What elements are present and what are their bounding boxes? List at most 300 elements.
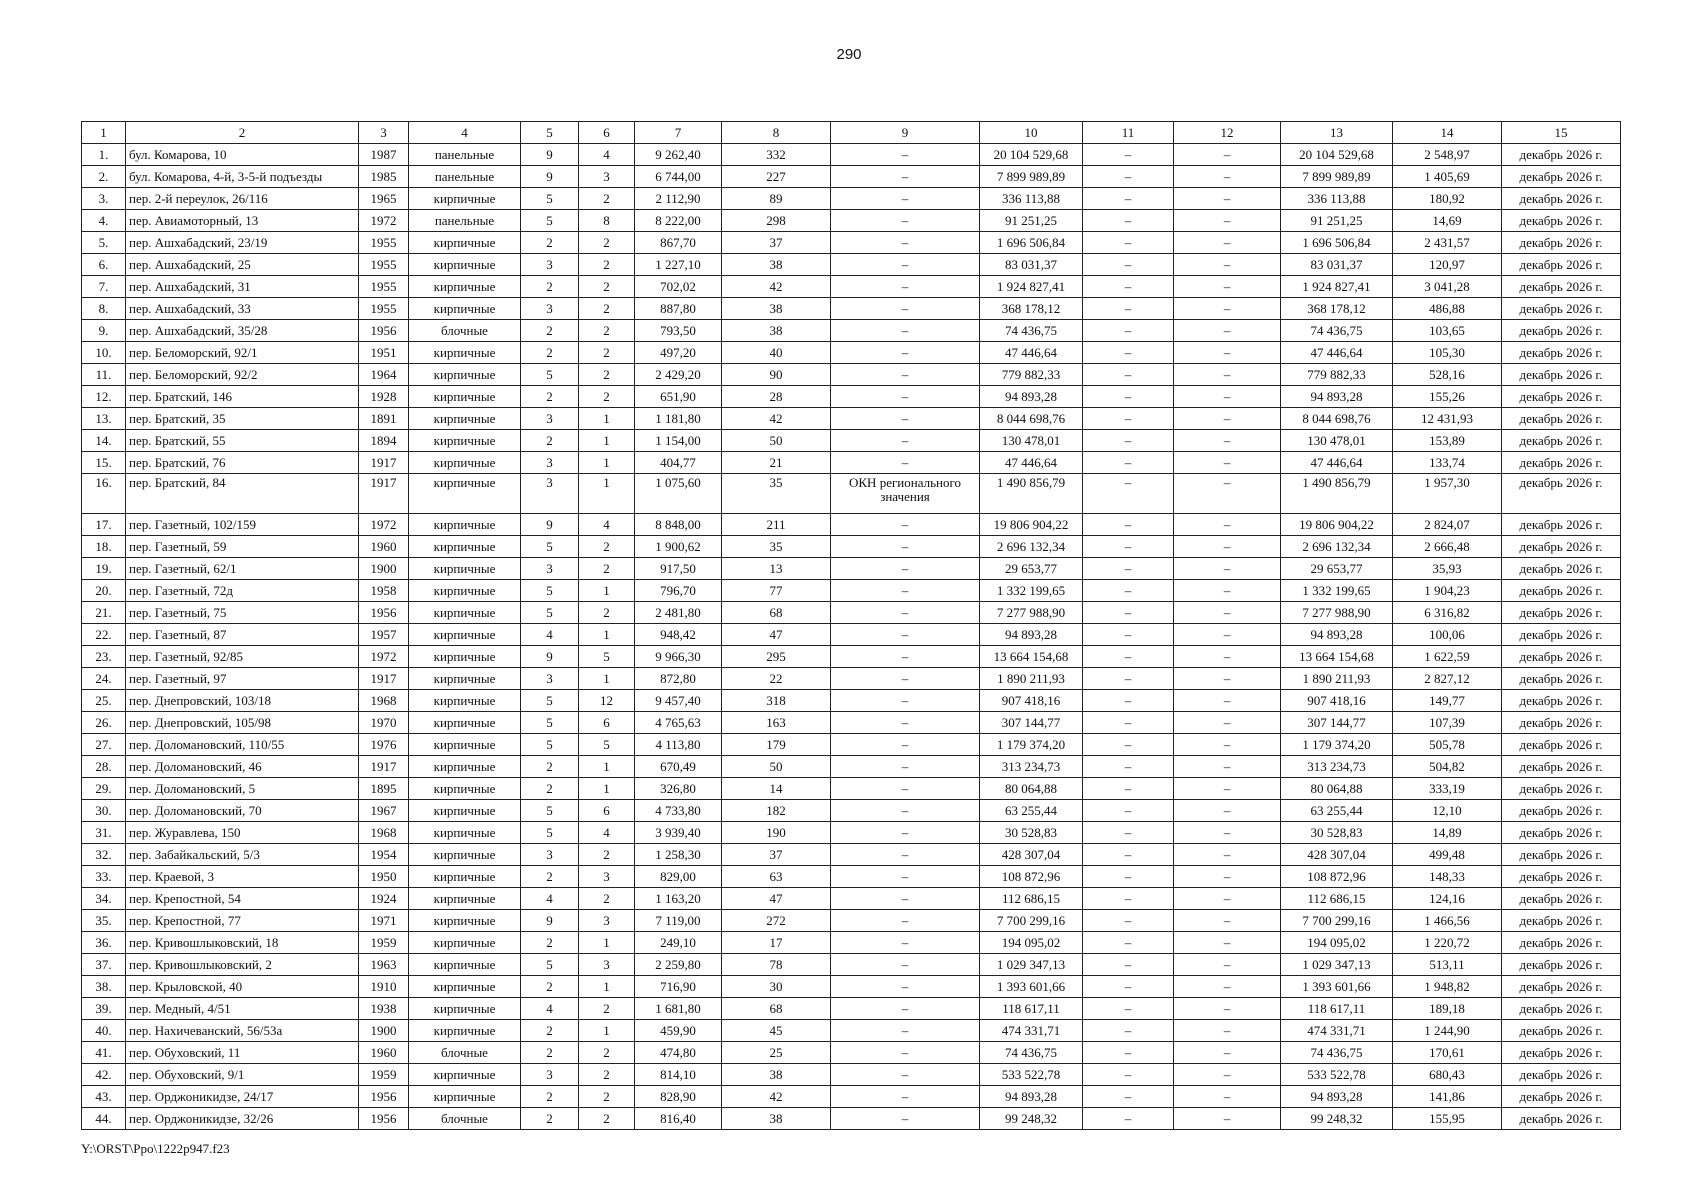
table-cell: 1 220,72 (1393, 932, 1502, 954)
table-cell: – (831, 254, 980, 276)
table-cell: 30 (722, 976, 831, 998)
column-header-cell: 3 (359, 122, 409, 144)
table-cell: 2 (579, 232, 635, 254)
table-cell: декабрь 2026 г. (1502, 910, 1621, 932)
table-cell: 1 (579, 778, 635, 800)
table-cell: 133,74 (1393, 452, 1502, 474)
table-cell: 124,16 (1393, 888, 1502, 910)
table-cell: 1955 (359, 232, 409, 254)
table-cell: 1 393 601,66 (980, 976, 1083, 998)
table-cell: 1954 (359, 844, 409, 866)
table-cell: 2 (521, 430, 579, 452)
table-cell: 105,30 (1393, 342, 1502, 364)
table-cell: 47 446,64 (1281, 452, 1393, 474)
table-cell: кирпичные (409, 932, 521, 954)
table-row (82, 580, 1621, 602)
table-cell: 3 (521, 474, 579, 514)
column-header-cell: 6 (579, 122, 635, 144)
table-cell: 368 178,12 (980, 298, 1083, 320)
table-cell: 1 332 199,65 (1281, 580, 1393, 602)
table-cell: 2 (521, 342, 579, 364)
table-cell: – (1174, 342, 1281, 364)
table-cell: 1959 (359, 1064, 409, 1086)
table-cell: 17. (82, 514, 126, 536)
table-cell: пер. Беломорский, 92/2 (126, 364, 359, 386)
table-cell: пер. Крыловской, 40 (126, 976, 359, 998)
table-cell: 1 181,80 (635, 408, 722, 430)
table-cell: 1 900,62 (635, 536, 722, 558)
table-cell: 313 234,73 (1281, 756, 1393, 778)
table-cell: декабрь 2026 г. (1502, 954, 1621, 976)
table-cell: 318 (722, 690, 831, 712)
table-cell: 2 (521, 276, 579, 298)
table-row (82, 624, 1621, 646)
table-cell: кирпичные (409, 536, 521, 558)
table-cell: кирпичные (409, 712, 521, 734)
table-cell: декабрь 2026 г. (1502, 1108, 1621, 1130)
column-header-cell: 9 (831, 122, 980, 144)
table-cell: 25. (82, 690, 126, 712)
table-cell: декабрь 2026 г. (1502, 188, 1621, 210)
table-cell: – (1174, 932, 1281, 954)
table-cell: кирпичные (409, 866, 521, 888)
table-row (82, 998, 1621, 1020)
table-cell: – (831, 1108, 980, 1130)
table-cell: – (1174, 624, 1281, 646)
table-cell: 2 824,07 (1393, 514, 1502, 536)
table-cell: 40 (722, 342, 831, 364)
table-cell: пер. Газетный, 87 (126, 624, 359, 646)
table-cell: 670,49 (635, 756, 722, 778)
table-cell: – (831, 232, 980, 254)
table-cell: декабрь 2026 г. (1502, 474, 1621, 514)
table-cell: – (831, 888, 980, 910)
table-cell: кирпичные (409, 668, 521, 690)
table-cell: 2 (521, 756, 579, 778)
table-cell: 917,50 (635, 558, 722, 580)
table-cell: декабрь 2026 г. (1502, 800, 1621, 822)
table-cell: 2 (521, 932, 579, 954)
table-cell: 1970 (359, 712, 409, 734)
column-header-cell: 14 (1393, 122, 1502, 144)
table-cell: 1 466,56 (1393, 910, 1502, 932)
table-cell: 9 457,40 (635, 690, 722, 712)
table-row (82, 1020, 1621, 1042)
table-cell: 4 (579, 822, 635, 844)
column-header-cell: 12 (1174, 122, 1281, 144)
table-cell: 1 696 506,84 (980, 232, 1083, 254)
table-cell: 37. (82, 954, 126, 976)
table-cell: – (1083, 210, 1174, 232)
table-cell: 47 (722, 888, 831, 910)
table-cell: – (831, 430, 980, 452)
table-cell: 112 686,15 (980, 888, 1083, 910)
table-cell: 21 (722, 452, 831, 474)
table-row (82, 1042, 1621, 1064)
table-cell: – (1083, 690, 1174, 712)
table-cell: – (1174, 954, 1281, 976)
table-cell: 39. (82, 998, 126, 1020)
table-cell: – (831, 166, 980, 188)
table-row (82, 800, 1621, 822)
table-cell: 887,80 (635, 298, 722, 320)
table-cell: 3 (579, 910, 635, 932)
table-cell: 3 (521, 844, 579, 866)
table-cell: 5 (521, 712, 579, 734)
table-row (82, 1086, 1621, 1108)
table-cell: 1971 (359, 910, 409, 932)
table-cell: 20 104 529,68 (1281, 144, 1393, 166)
table-cell: 42 (722, 408, 831, 430)
table-cell: 1 405,69 (1393, 166, 1502, 188)
table-cell: 35 (722, 474, 831, 514)
table-cell: 68 (722, 998, 831, 1020)
table-cell: 4 (579, 514, 635, 536)
table-cell: 94 893,28 (980, 1086, 1083, 1108)
table-cell: пер. Медный, 4/51 (126, 998, 359, 1020)
table-cell: 153,89 (1393, 430, 1502, 452)
table-cell: 1 179 374,20 (1281, 734, 1393, 756)
table-cell: пер. Газетный, 102/159 (126, 514, 359, 536)
table-cell: 829,00 (635, 866, 722, 888)
table-cell: 948,42 (635, 624, 722, 646)
table-cell: 38 (722, 320, 831, 342)
table-cell: – (1083, 756, 1174, 778)
table-cell: 13 664 154,68 (1281, 646, 1393, 668)
table-row (82, 690, 1621, 712)
table-cell: – (1083, 800, 1174, 822)
table-cell: 22. (82, 624, 126, 646)
table-cell: 1 075,60 (635, 474, 722, 514)
table-cell: 28. (82, 756, 126, 778)
table-cell: – (1174, 822, 1281, 844)
table-cell: 120,97 (1393, 254, 1502, 276)
table-cell: 1938 (359, 998, 409, 1020)
table-cell: 1 (579, 1020, 635, 1042)
table-cell: 80 064,88 (980, 778, 1083, 800)
table-cell: 42. (82, 1064, 126, 1086)
table-cell: 4 (579, 144, 635, 166)
table-cell: – (1174, 866, 1281, 888)
table-cell: 1917 (359, 668, 409, 690)
table-cell: 2 666,48 (1393, 536, 1502, 558)
table-cell: 326,80 (635, 778, 722, 800)
table-cell: 63 255,44 (980, 800, 1083, 822)
table-cell: 4 765,63 (635, 712, 722, 734)
table-cell: декабрь 2026 г. (1502, 580, 1621, 602)
table-cell: 3 041,28 (1393, 276, 1502, 298)
column-header-cell: 7 (635, 122, 722, 144)
table-cell: 2 (521, 778, 579, 800)
table-cell: пер. Доломановский, 46 (126, 756, 359, 778)
table-cell: 716,90 (635, 976, 722, 998)
table-cell: 307 144,77 (1281, 712, 1393, 734)
table-cell: 1963 (359, 954, 409, 976)
table-cell: декабрь 2026 г. (1502, 386, 1621, 408)
table-cell: 94 893,28 (1281, 386, 1393, 408)
table-cell: пер. Ашхабадский, 23/19 (126, 232, 359, 254)
table-cell: 30. (82, 800, 126, 822)
table-cell: – (1083, 778, 1174, 800)
table-cell: 1956 (359, 1108, 409, 1130)
table-cell: – (1174, 210, 1281, 232)
table-cell: 1 (579, 408, 635, 430)
table-cell: – (1083, 712, 1174, 734)
table-cell: 1 696 506,84 (1281, 232, 1393, 254)
table-cell: – (1083, 822, 1174, 844)
table-cell: 89 (722, 188, 831, 210)
table-cell: – (1083, 580, 1174, 602)
table-cell: 7 277 988,90 (1281, 602, 1393, 624)
table-cell: 38 (722, 254, 831, 276)
table-cell: – (1083, 1064, 1174, 1086)
table-cell: 1 890 211,93 (1281, 668, 1393, 690)
table-cell: 1 029 347,13 (980, 954, 1083, 976)
table-cell: 74 436,75 (1281, 1042, 1393, 1064)
table-cell: 1972 (359, 514, 409, 536)
table-cell: декабрь 2026 г. (1502, 166, 1621, 188)
table-row (82, 188, 1621, 210)
table-cell: 1 490 856,79 (1281, 474, 1393, 514)
table-cell: 14. (82, 430, 126, 452)
table-cell: 16. (82, 474, 126, 514)
table-cell: 5 (579, 646, 635, 668)
table-cell: кирпичные (409, 188, 521, 210)
table-cell: 9. (82, 320, 126, 342)
table-cell: 50 (722, 756, 831, 778)
table-cell: – (831, 1020, 980, 1042)
table-cell: – (831, 866, 980, 888)
table-cell: 2 (579, 254, 635, 276)
table-cell: 298 (722, 210, 831, 232)
table-cell: – (1083, 844, 1174, 866)
table-cell: 33. (82, 866, 126, 888)
housing-register-table (81, 121, 1621, 1130)
table-cell: 2 (521, 976, 579, 998)
table-cell: 5 (521, 188, 579, 210)
table-row (82, 954, 1621, 976)
table-row (82, 668, 1621, 690)
table-cell: 1910 (359, 976, 409, 998)
table-cell: 6 744,00 (635, 166, 722, 188)
table-cell: 1 258,30 (635, 844, 722, 866)
table-cell: 12. (82, 386, 126, 408)
table-cell: – (1083, 320, 1174, 342)
table-cell: пер. Ашхабадский, 25 (126, 254, 359, 276)
table-cell: 130 478,01 (980, 430, 1083, 452)
table-cell: пер. Ашхабадский, 31 (126, 276, 359, 298)
table-cell: 194 095,02 (980, 932, 1083, 954)
table-cell: 42 (722, 276, 831, 298)
table-cell: – (831, 822, 980, 844)
table-cell: декабрь 2026 г. (1502, 624, 1621, 646)
table-cell: кирпичные (409, 800, 521, 822)
table-cell: 2 (579, 536, 635, 558)
table-cell: – (1083, 430, 1174, 452)
table-cell: – (1083, 998, 1174, 1020)
table-cell: кирпичные (409, 474, 521, 514)
table-cell: 2 (579, 1108, 635, 1130)
table-cell: декабрь 2026 г. (1502, 276, 1621, 298)
table-cell: 1 (579, 976, 635, 998)
table-cell: ОКН регионального значения (831, 474, 980, 514)
table-cell: – (1083, 668, 1174, 690)
table-cell: 680,43 (1393, 1064, 1502, 1086)
table-cell: 3 (521, 558, 579, 580)
table-cell: 15. (82, 452, 126, 474)
table-cell: – (831, 276, 980, 298)
table-cell: – (1083, 932, 1174, 954)
table-cell: кирпичные (409, 954, 521, 976)
table-cell: – (831, 188, 980, 210)
table-cell: декабрь 2026 г. (1502, 734, 1621, 756)
table-cell: 77 (722, 580, 831, 602)
table-cell: – (831, 624, 980, 646)
table-cell: декабрь 2026 г. (1502, 1086, 1621, 1108)
table-cell: – (1174, 232, 1281, 254)
table-cell: 14,89 (1393, 822, 1502, 844)
table-cell: – (1083, 1020, 1174, 1042)
table-cell: – (1083, 1086, 1174, 1108)
table-cell: – (831, 844, 980, 866)
table-cell: – (831, 342, 980, 364)
table-cell: пер. Доломановский, 70 (126, 800, 359, 822)
table-cell: кирпичные (409, 602, 521, 624)
table-cell: 3 (579, 166, 635, 188)
table-cell: 12 (579, 690, 635, 712)
table-cell: пер. Беломорский, 92/1 (126, 342, 359, 364)
table-cell: 2 (579, 888, 635, 910)
table-cell: 651,90 (635, 386, 722, 408)
table-cell: 2 827,12 (1393, 668, 1502, 690)
table-cell: 5 (521, 822, 579, 844)
table-cell: 35,93 (1393, 558, 1502, 580)
table-cell: декабрь 2026 г. (1502, 430, 1621, 452)
table-cell: декабрь 2026 г. (1502, 1064, 1621, 1086)
table-cell: 1 904,23 (1393, 580, 1502, 602)
table-cell: 2 (579, 276, 635, 298)
table-cell: 74 436,75 (980, 320, 1083, 342)
table-cell: 9 (521, 514, 579, 536)
table-cell: – (1174, 1086, 1281, 1108)
table-cell: декабрь 2026 г. (1502, 1042, 1621, 1064)
table-cell: 1951 (359, 342, 409, 364)
table-cell: пер. Газетный, 97 (126, 668, 359, 690)
table-cell: кирпичные (409, 998, 521, 1020)
table-cell: 7 899 989,89 (1281, 166, 1393, 188)
table-cell: пер. Крепостной, 77 (126, 910, 359, 932)
table-cell: – (1174, 778, 1281, 800)
column-header-cell: 2 (126, 122, 359, 144)
table-cell: – (1174, 712, 1281, 734)
table-cell: кирпичные (409, 452, 521, 474)
table-cell: 368 178,12 (1281, 298, 1393, 320)
table-row (82, 822, 1621, 844)
table-cell: 94 893,28 (980, 624, 1083, 646)
table-cell: – (1174, 1042, 1281, 1064)
table-cell: 35. (82, 910, 126, 932)
table-cell: 3 (521, 668, 579, 690)
table-cell: 47 (722, 624, 831, 646)
table-cell: 24. (82, 668, 126, 690)
table-row (82, 602, 1621, 624)
table-cell: 1 490 856,79 (980, 474, 1083, 514)
table-cell: 7 899 989,89 (980, 166, 1083, 188)
table-cell: кирпичные (409, 558, 521, 580)
table-cell: 513,11 (1393, 954, 1502, 976)
table-cell: 497,20 (635, 342, 722, 364)
table-cell: 47 446,64 (1281, 342, 1393, 364)
table-cell: 4. (82, 210, 126, 232)
table-cell: 83 031,37 (980, 254, 1083, 276)
table-cell: пер. Доломановский, 110/55 (126, 734, 359, 756)
table-cell: кирпичные (409, 888, 521, 910)
table-cell: – (1083, 342, 1174, 364)
table-cell: – (831, 800, 980, 822)
table-cell: декабрь 2026 г. (1502, 536, 1621, 558)
table-cell: 1 163,20 (635, 888, 722, 910)
table-cell: 100,06 (1393, 624, 1502, 646)
table-cell: 50 (722, 430, 831, 452)
table-row (82, 1064, 1621, 1086)
table-cell: пер. Газетный, 72д (126, 580, 359, 602)
table-cell: 22 (722, 668, 831, 690)
table-cell: декабрь 2026 г. (1502, 210, 1621, 232)
table-cell: 1959 (359, 932, 409, 954)
table-cell: 6 (579, 712, 635, 734)
table-cell: 47 446,64 (980, 452, 1083, 474)
table-cell: 6 316,82 (1393, 602, 1502, 624)
table-row (82, 408, 1621, 430)
table-cell: – (831, 408, 980, 430)
table-cell: 194 095,02 (1281, 932, 1393, 954)
table-cell: 474 331,71 (980, 1020, 1083, 1042)
table-cell: 2 481,80 (635, 602, 722, 624)
table-cell: – (831, 668, 980, 690)
table-row (82, 298, 1621, 320)
table-cell: – (831, 298, 980, 320)
table-cell: 38. (82, 976, 126, 998)
table-row (82, 474, 1621, 514)
table-cell: – (1083, 452, 1174, 474)
table-cell: – (1083, 188, 1174, 210)
table-cell: 1900 (359, 558, 409, 580)
table-cell: 7. (82, 276, 126, 298)
table-cell: 5 (521, 690, 579, 712)
table-cell: 38 (722, 298, 831, 320)
table-row (82, 1108, 1621, 1130)
table-cell: 1 154,00 (635, 430, 722, 452)
table-cell: кирпичные (409, 408, 521, 430)
table-cell: 1917 (359, 474, 409, 514)
table-cell: – (1083, 1108, 1174, 1130)
table-row (82, 932, 1621, 954)
table-cell: 14 (722, 778, 831, 800)
table-cell: пер. Днепровский, 105/98 (126, 712, 359, 734)
table-cell: 2 (579, 1042, 635, 1064)
table-cell: 38 (722, 1108, 831, 1130)
table-cell: кирпичные (409, 734, 521, 756)
table-cell: 5 (521, 364, 579, 386)
table-cell: 27. (82, 734, 126, 756)
table-cell: 1968 (359, 822, 409, 844)
table-cell: – (831, 1086, 980, 1108)
table-cell: 211 (722, 514, 831, 536)
table-cell: 5 (521, 210, 579, 232)
table-cell: 1950 (359, 866, 409, 888)
column-header-cell: 15 (1502, 122, 1621, 144)
table-cell: 2 431,57 (1393, 232, 1502, 254)
